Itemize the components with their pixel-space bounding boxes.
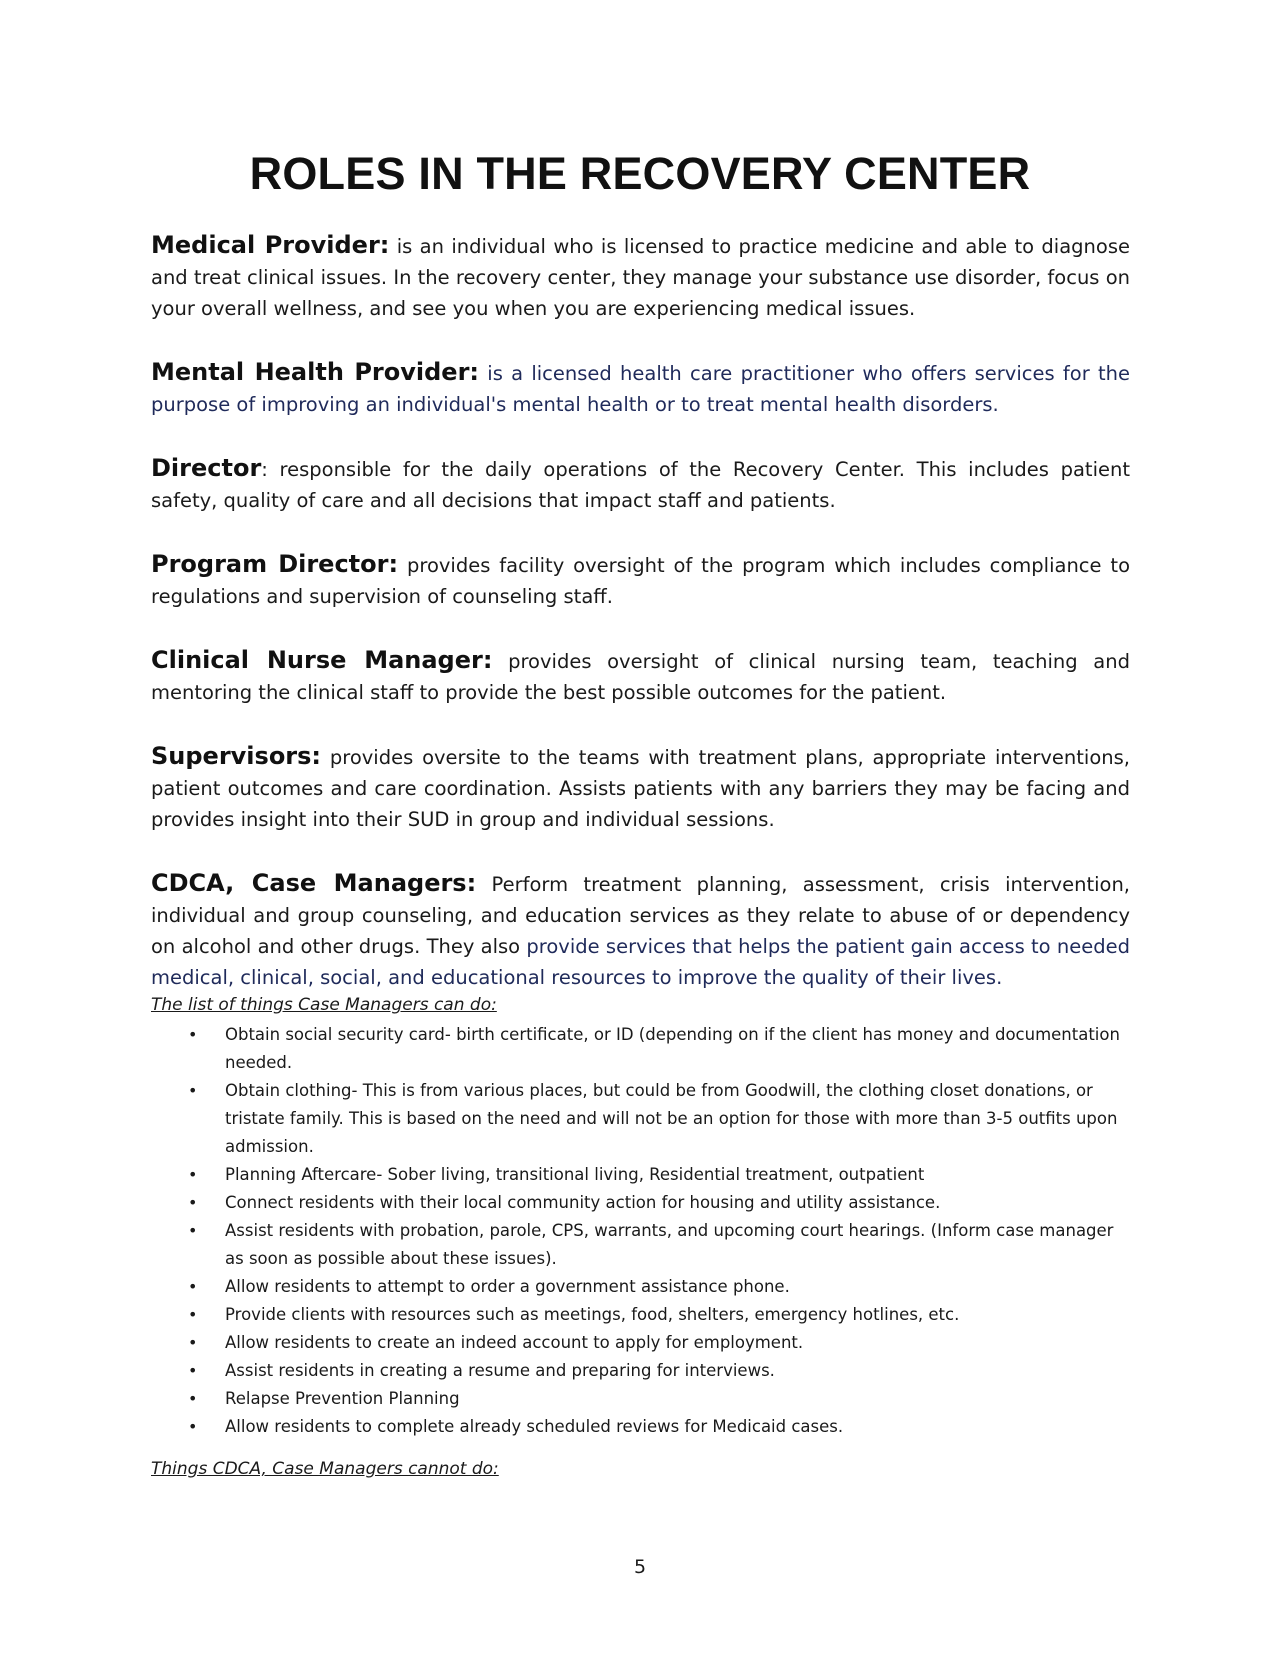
bullet-icon: •	[188, 1193, 198, 1212]
list-item-text: Allow residents to complete already scheduled reviews for Medicaid cases.	[225, 1417, 844, 1436]
role-medical-provider	[151, 230, 1130, 324]
list-item-text: Assist residents with probation, parole, CPS, warrants, and upcoming court hearings. (Inform case manager as soon as possible about these issues).	[225, 1221, 1114, 1268]
role-program-director	[151, 549, 1130, 612]
list-item	[188, 1385, 1130, 1413]
role-description: provides facility oversight of the program which includes compliance to regulations and supervision of counseling staff.	[151, 554, 1130, 608]
role-director	[151, 453, 1130, 516]
role-clinical-nurse-manager	[151, 645, 1130, 708]
list-item	[188, 1357, 1130, 1385]
cannot-do-heading: Things CDCA, Case Managers cannot do:	[151, 1459, 499, 1479]
role-term: Mental Health Provider:	[151, 358, 480, 386]
bullet-icon: •	[188, 1333, 198, 1352]
list-item-text: Obtain social security card- birth certificate, or ID (depending on if the client has money and documentation needed.	[225, 1025, 1120, 1072]
list-item	[188, 1021, 1130, 1077]
bullet-icon: •	[188, 1305, 198, 1324]
can-do-heading: The list of things Case Managers can do:	[151, 995, 497, 1015]
role-description: Perform treatment planning, assessment, crisis intervention, individual and group counseling, and education services as they relate to abuse of or dependency on alcohol and other drugs. They also	[151, 873, 1131, 958]
list-item-text: Provide clients with resources such as meetings, food, shelters, emergency hotlines, etc.	[225, 1305, 960, 1324]
page-content	[151, 230, 1130, 1481]
role-term: Program Director:	[151, 550, 399, 578]
bullet-icon: •	[188, 1025, 198, 1044]
list-item-text: Allow residents to attempt to order a government assistance phone.	[225, 1277, 790, 1296]
bullet-icon: •	[188, 1361, 198, 1380]
bullet-icon: •	[188, 1277, 198, 1296]
list-item	[188, 1273, 1130, 1301]
list-item	[188, 1189, 1130, 1217]
list-item-text: Obtain clothing- This is from various places, but could be from Goodwill, the clothing closet donations, or tristate family. This is based on the need and will not be an option for those with more than 3-5 outfits upon admission.	[225, 1081, 1118, 1156]
role-term: Medical Provider:	[151, 231, 390, 259]
bullet-icon: •	[188, 1081, 198, 1100]
role-description-highlight: provide services that helps the patient gain access to needed medical, clinical, social, and educational resources to improve the quality of their lives.	[151, 935, 1131, 989]
role-term: Director	[151, 454, 262, 482]
page-title: ROLES IN THE RECOVERY CENTER	[249, 148, 1031, 199]
list-item	[188, 1217, 1130, 1273]
role-mental-health-provider	[151, 357, 1130, 420]
can-do-list	[151, 1021, 1130, 1441]
bullet-icon: •	[188, 1221, 198, 1240]
role-cdca-case-managers	[151, 868, 1130, 993]
bullet-icon: •	[188, 1417, 198, 1436]
list-item	[188, 1161, 1130, 1189]
role-supervisors	[151, 741, 1130, 835]
list-item-text: Relapse Prevention Planning	[225, 1389, 460, 1408]
role-term: Supervisors:	[151, 742, 322, 770]
list-item	[188, 1301, 1130, 1329]
role-description: provides oversite to the teams with treatment plans, appropriate interventions, patient outcomes and care coordination. Assists patients with any barriers they may be facing and provides insight into their SUD in group and individual sessions.	[151, 746, 1130, 831]
bullet-icon: •	[188, 1165, 198, 1184]
role-description: is a licensed health care practitioner who offers services for the purpose of improving an individual's mental health or to treat mental health disorders.	[151, 362, 1130, 416]
list-item-text: Allow residents to create an indeed account to apply for employment.	[225, 1333, 804, 1352]
bullet-icon: •	[188, 1389, 198, 1408]
list-item-text: Planning Aftercare- Sober living, transitional living, Residential treatment, outpatient	[225, 1165, 925, 1184]
list-item-text: Assist residents in creating a resume and preparing for interviews.	[225, 1361, 775, 1380]
role-description: provides oversight of clinical nursing team, teaching and mentoring the clinical staff to provide the best possible outcomes for the patient.	[151, 650, 1130, 704]
role-description: is an individual who is licensed to practice medicine and able to diagnose and treat clinical issues. In the recovery center, they manage your substance use disorder, focus on your overall wellness, and see you when you are experiencing medical issues.	[151, 235, 1130, 320]
list-item	[188, 1077, 1130, 1161]
list-item	[188, 1329, 1130, 1357]
role-term: CDCA, Case Managers:	[151, 869, 477, 897]
list-item	[188, 1413, 1130, 1441]
role-description: : responsible for the daily operations of the Recovery Center. This includes patient safety, quality of care and all decisions that impact staff and patients.	[151, 458, 1130, 512]
page-number: 5	[633, 1556, 647, 1578]
list-item-text: Connect residents with their local community action for housing and utility assistance.	[225, 1193, 941, 1212]
role-term: Clinical Nurse Manager:	[151, 646, 493, 674]
